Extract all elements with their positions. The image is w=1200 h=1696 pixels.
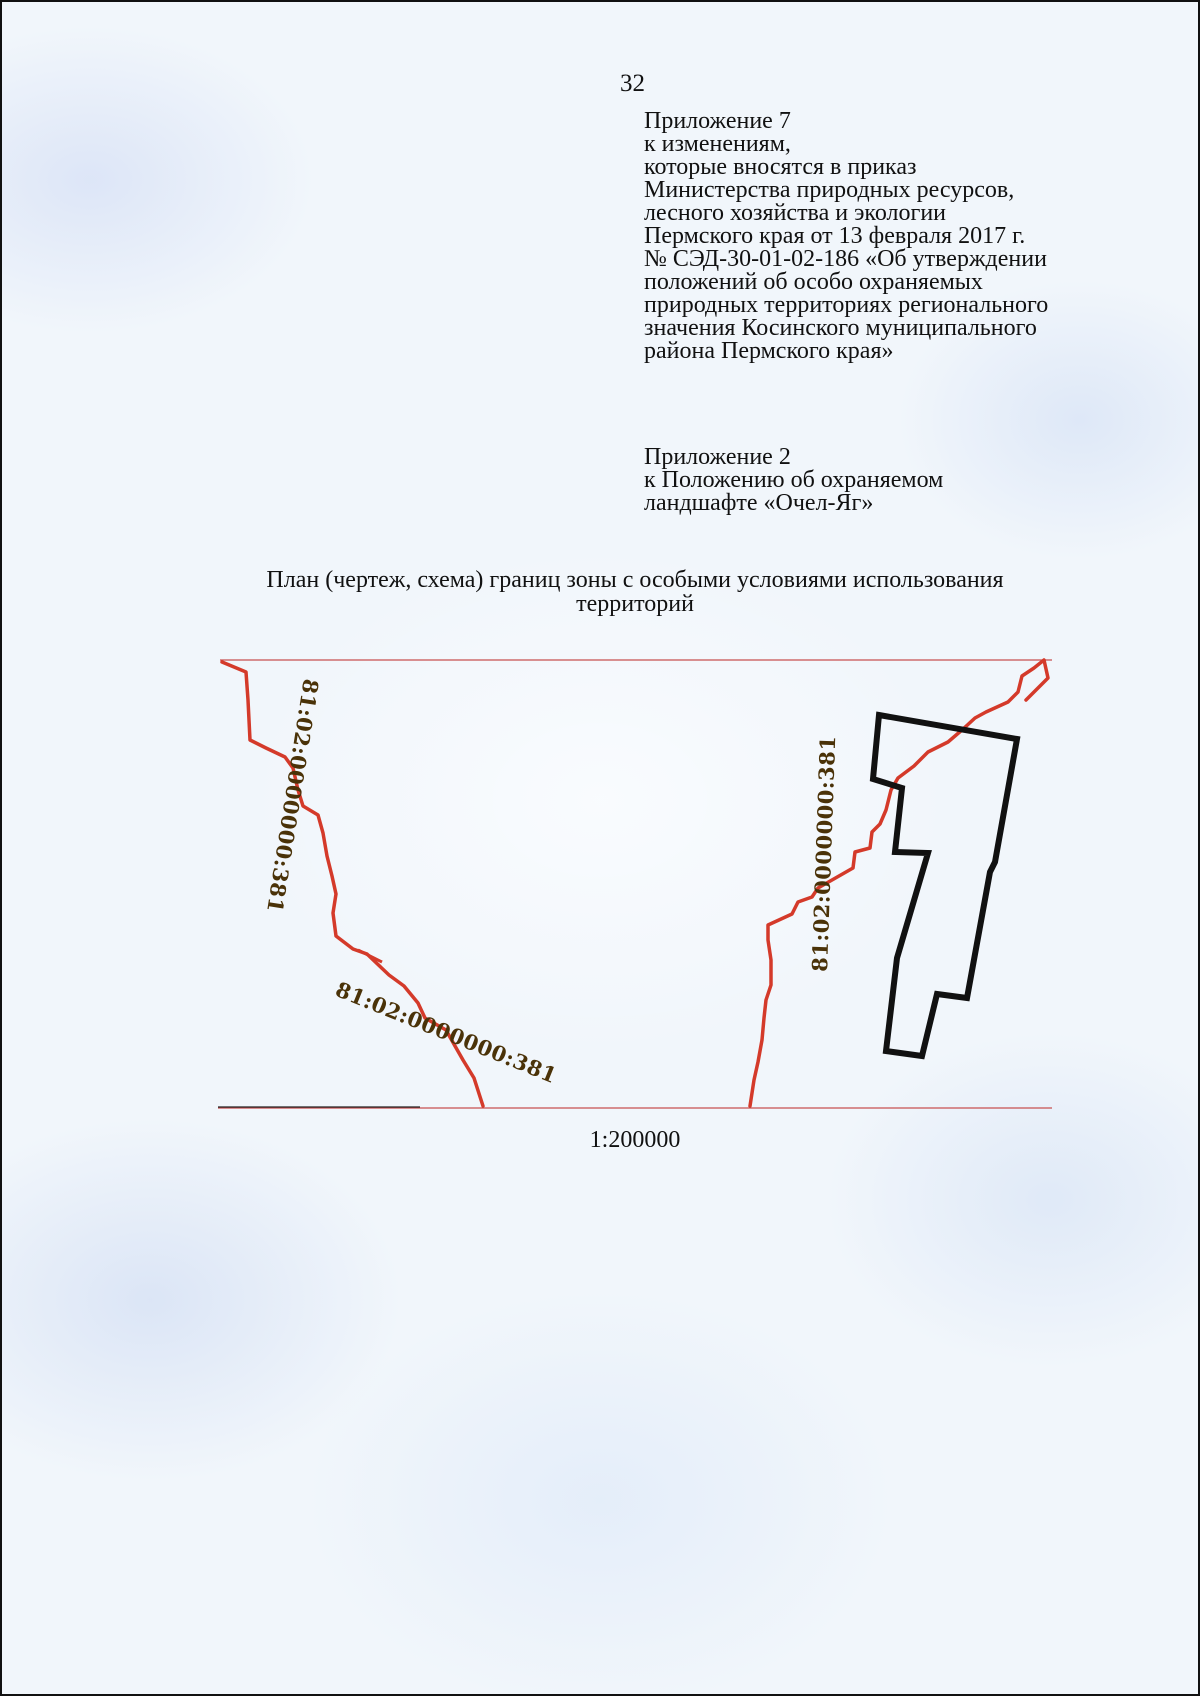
map-scale: 1:200000 [589,1127,681,1153]
appendix-7-line: Приложение 7 [644,108,791,134]
appendix-7-line: к изменениям, [644,131,791,157]
boundary-line-left-tick [358,950,382,962]
parcel-label-left-lower-group [332,976,560,1088]
appendix-2-line: Приложение 2 [644,444,791,470]
appendix-7-line: Министерства природных ресурсов, [644,177,1015,203]
parcel-label-right: 81:02:0000000:381 [807,735,841,973]
parcel-label-left-lower: 81:02:0000000:381 [332,976,561,1089]
parcel-label-left-upper: 81:02:0000000:381 [262,677,324,915]
parcel-label-left-upper-group [262,677,324,914]
boundary-line-right [750,660,1048,1106]
protected-zone-outline [873,715,1017,1056]
appendix-7-line: которые вносятся в приказ [644,154,917,180]
appendix-7-line: положений об особо охраняемых [644,269,983,295]
appendix-7-line: Пермского края от 13 февраля 2017 г. [644,223,1026,249]
appendix-2-line: ландшафте «Очел-Яг» [644,490,874,516]
appendix-7-line: лесного хозяйства и экологии [644,200,947,226]
plan-title-line-2: территорий [576,591,694,617]
appendix-7-line: района Пермского края» [644,338,894,364]
appendix-7-line: природных территориях регионального [644,292,1049,318]
page-number: 32 [620,70,645,97]
appendix-7-line: значения Косинского муниципального [644,315,1037,341]
appendix-7-line: № СЭД-30-01-02-186 «Об утверждении [644,246,1047,272]
parcel-label-right-group [807,735,840,972]
appendix-2-line: к Положению об охраняемом [644,467,944,493]
plan-title-line-1: План (чертеж, схема) границ зоны с особыми условиями использования [266,567,1004,593]
